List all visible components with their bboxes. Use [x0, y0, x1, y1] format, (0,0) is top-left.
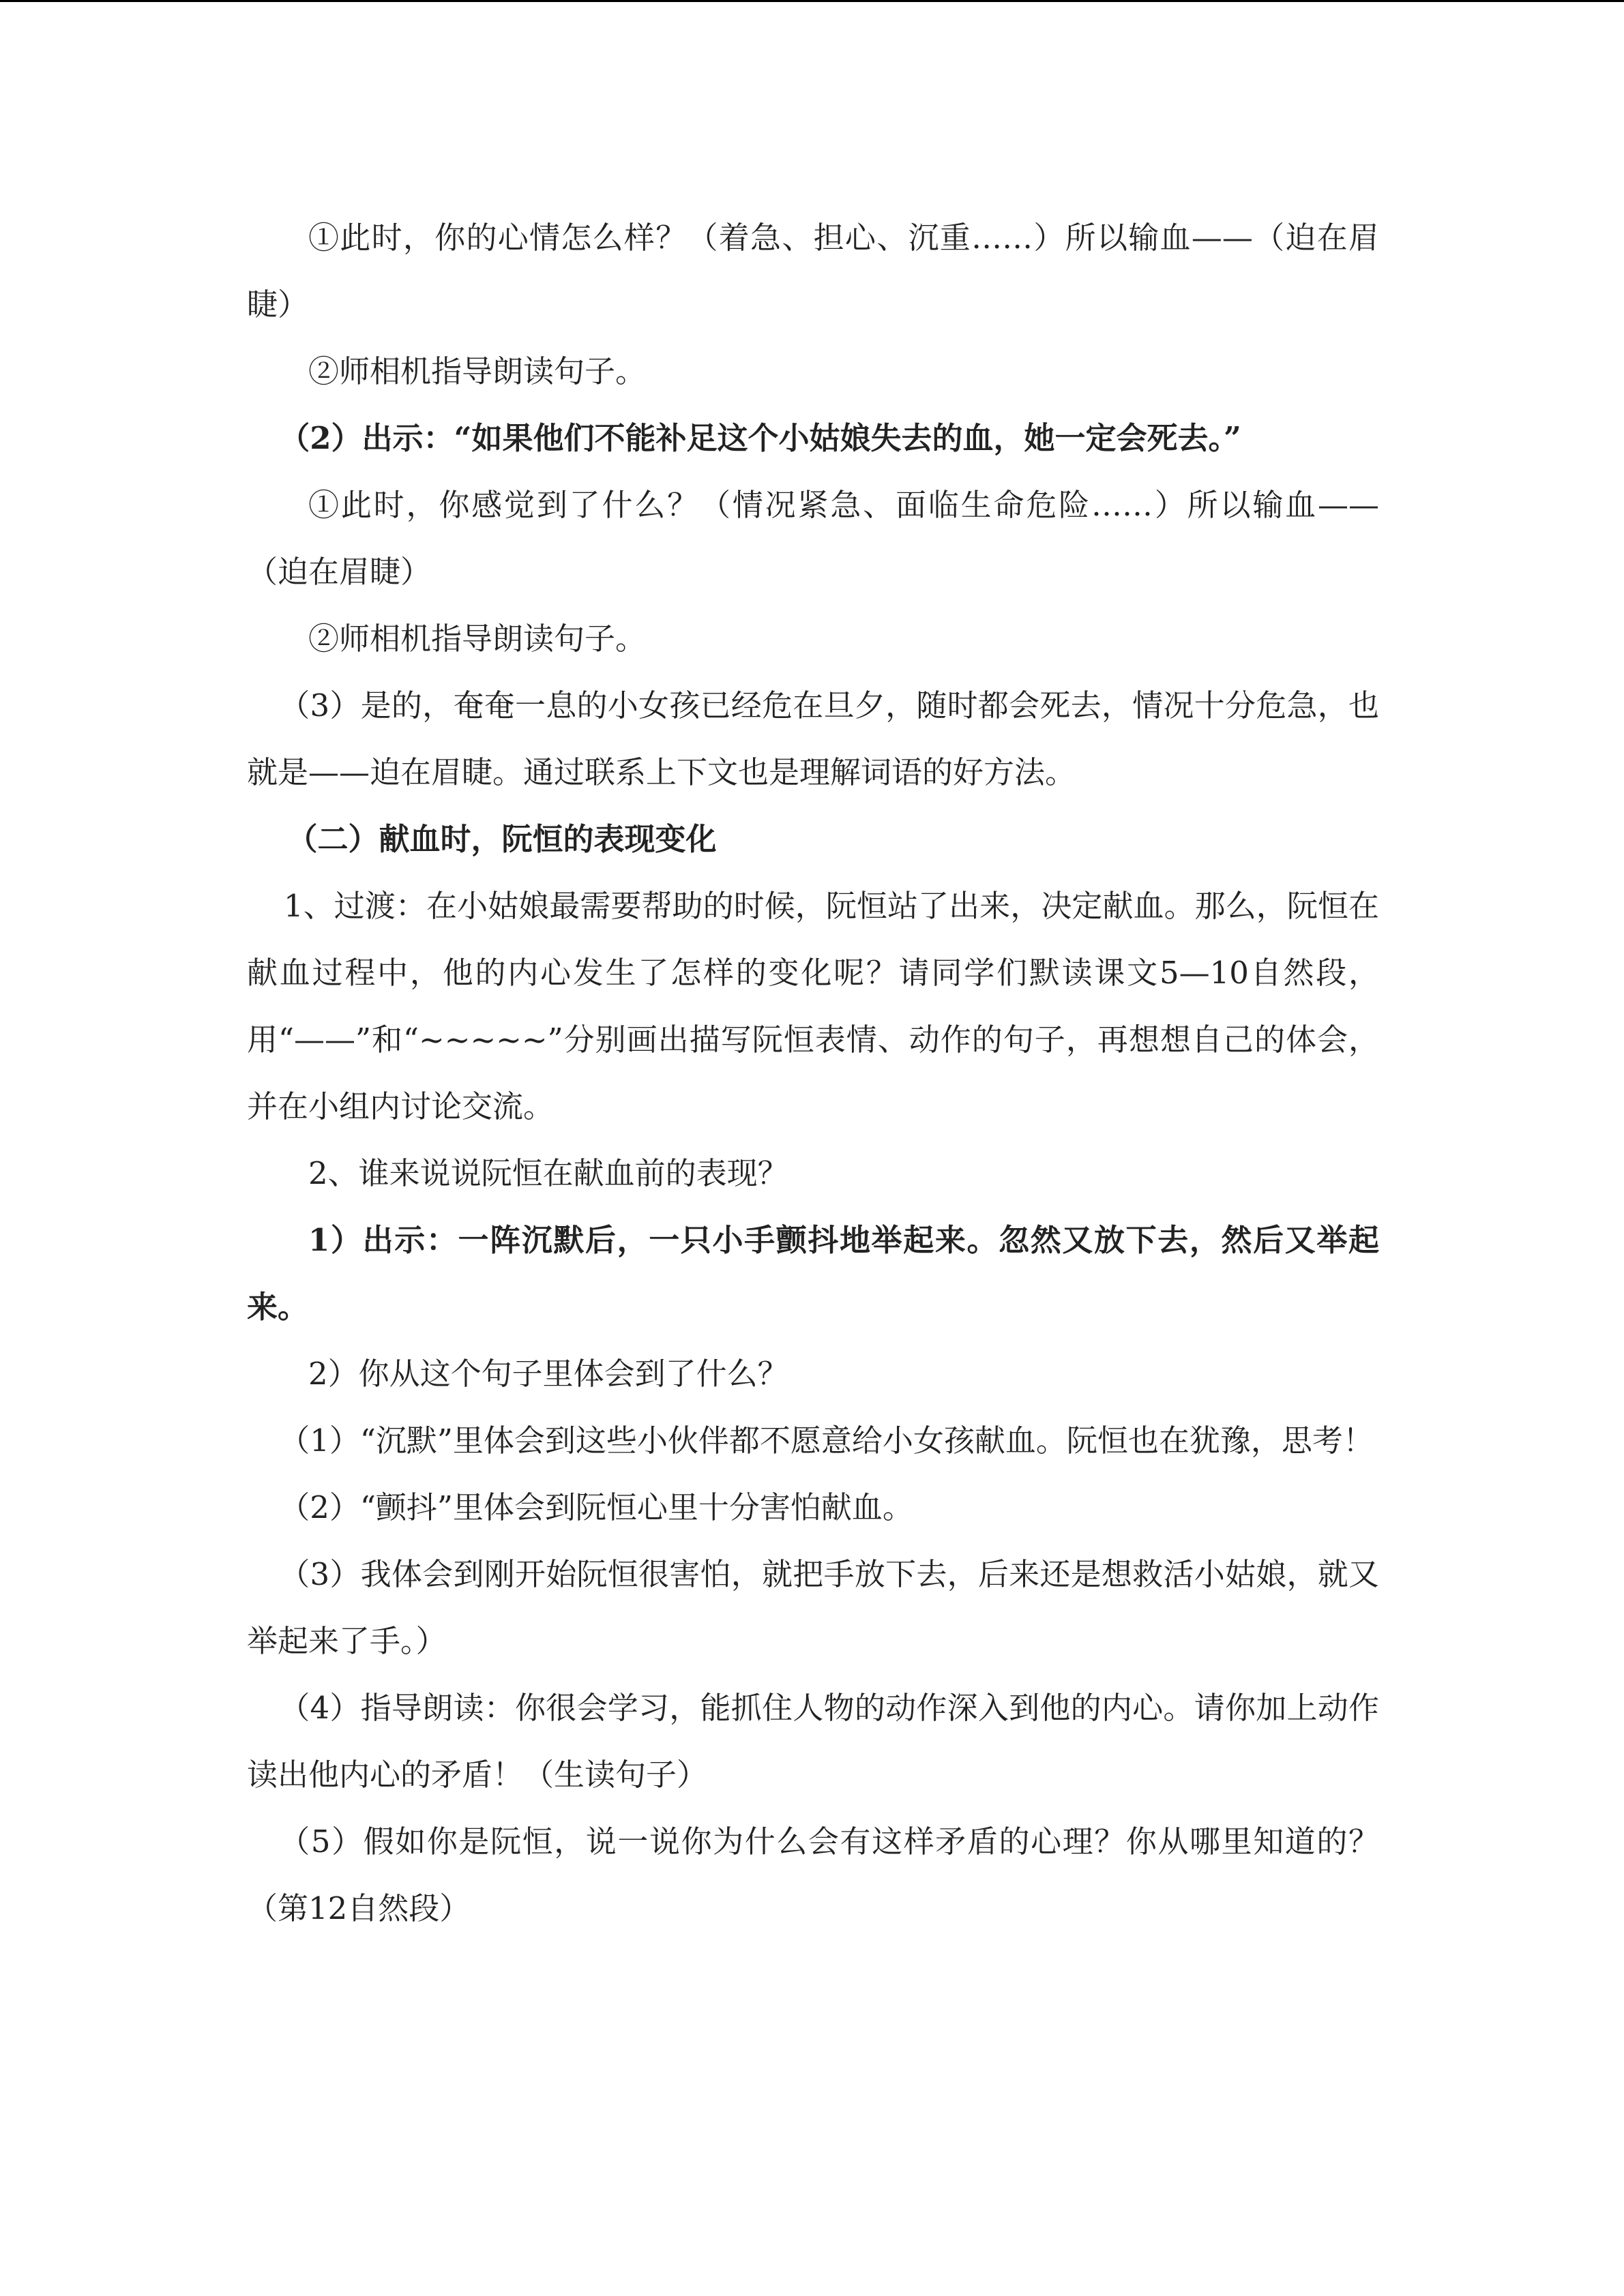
document-page	[247, 205, 1379, 1942]
paragraph-before-donation: 2、谁来说说阮恒在献血前的表现？	[308, 1155, 788, 1191]
paragraph-show-sentence-2: （2）出示：“如果他们不能补足这个小姑娘失去的血，她一定会死去。”	[279, 420, 1241, 456]
paragraph-read-aloud-1: ②师相机指导朗读句子。	[308, 353, 647, 389]
paragraph-summary-3: （3）是的，奄奄一息的小女孩已经危在旦夕，随时都会死去，情况十分危急，也就是——迫在眉睫。通过联系上下文也是理解词语的好方法。	[247, 687, 1379, 790]
paragraph-transition: 1、过渡：在小姑娘最需要帮助的时候，阮恒站了出来，决定献血。那么，阮恒在献血过程中，他的内心发生了怎样的变化呢？请同学们默读课文5—10自然段，用“——”和“~~~~~”分别画出描写阮恒表情、动作的句子，再想想自己的体会，并在小组内讨论交流。	[247, 888, 1379, 1124]
section-heading-donation: （二）献血时，阮恒的表现变化	[286, 821, 717, 857]
paragraph-fear: （3）我体会到刚开始阮恒很害怕，就把手放下去，后来还是想救活小姑娘，就又举起来了手。）	[247, 1556, 1379, 1659]
paragraph-read-aloud-2: ②师相机指导朗读句子。	[308, 621, 647, 657]
paragraph-feeling-question: ①此时，你感觉到了什么？（情况紧急、面临生命危险……）所以输血——（迫在眉睫）	[247, 487, 1379, 590]
paragraph-imagine: （5）假如你是阮恒，说一说你为什么会有这样矛盾的心理？你从哪里知道的？（第12自然段）	[247, 1823, 1379, 1926]
paragraph-mood-question: ①此时，你的心情怎么样？（着急、担心、沉重……）所以输血——（迫在眉睫）	[247, 220, 1379, 323]
paragraph-tremble: （2）“颤抖”里体会到阮恒心里十分害怕献血。	[279, 1489, 913, 1525]
paragraph-show-sentence-hand: 1）出示：一阵沉默后，一只小手颤抖地举起来。忽然又放下去，然后又举起来。	[247, 1222, 1379, 1325]
paragraph-guided-reading: （4）指导朗读：你很会学习，能抓住人物的动作深入到他的内心。请你加上动作读出他内心的矛盾！（生读句子）	[247, 1690, 1379, 1793]
paragraph-silence: （1）“沉默”里体会到这些小伙伴都不愿意给小女孩献血。阮恒也在犹豫，思考！	[279, 1422, 1374, 1459]
page-top-border	[0, 0, 1624, 2]
paragraph-what-learned: 2）你从这个句子里体会到了什么？	[308, 1356, 788, 1392]
